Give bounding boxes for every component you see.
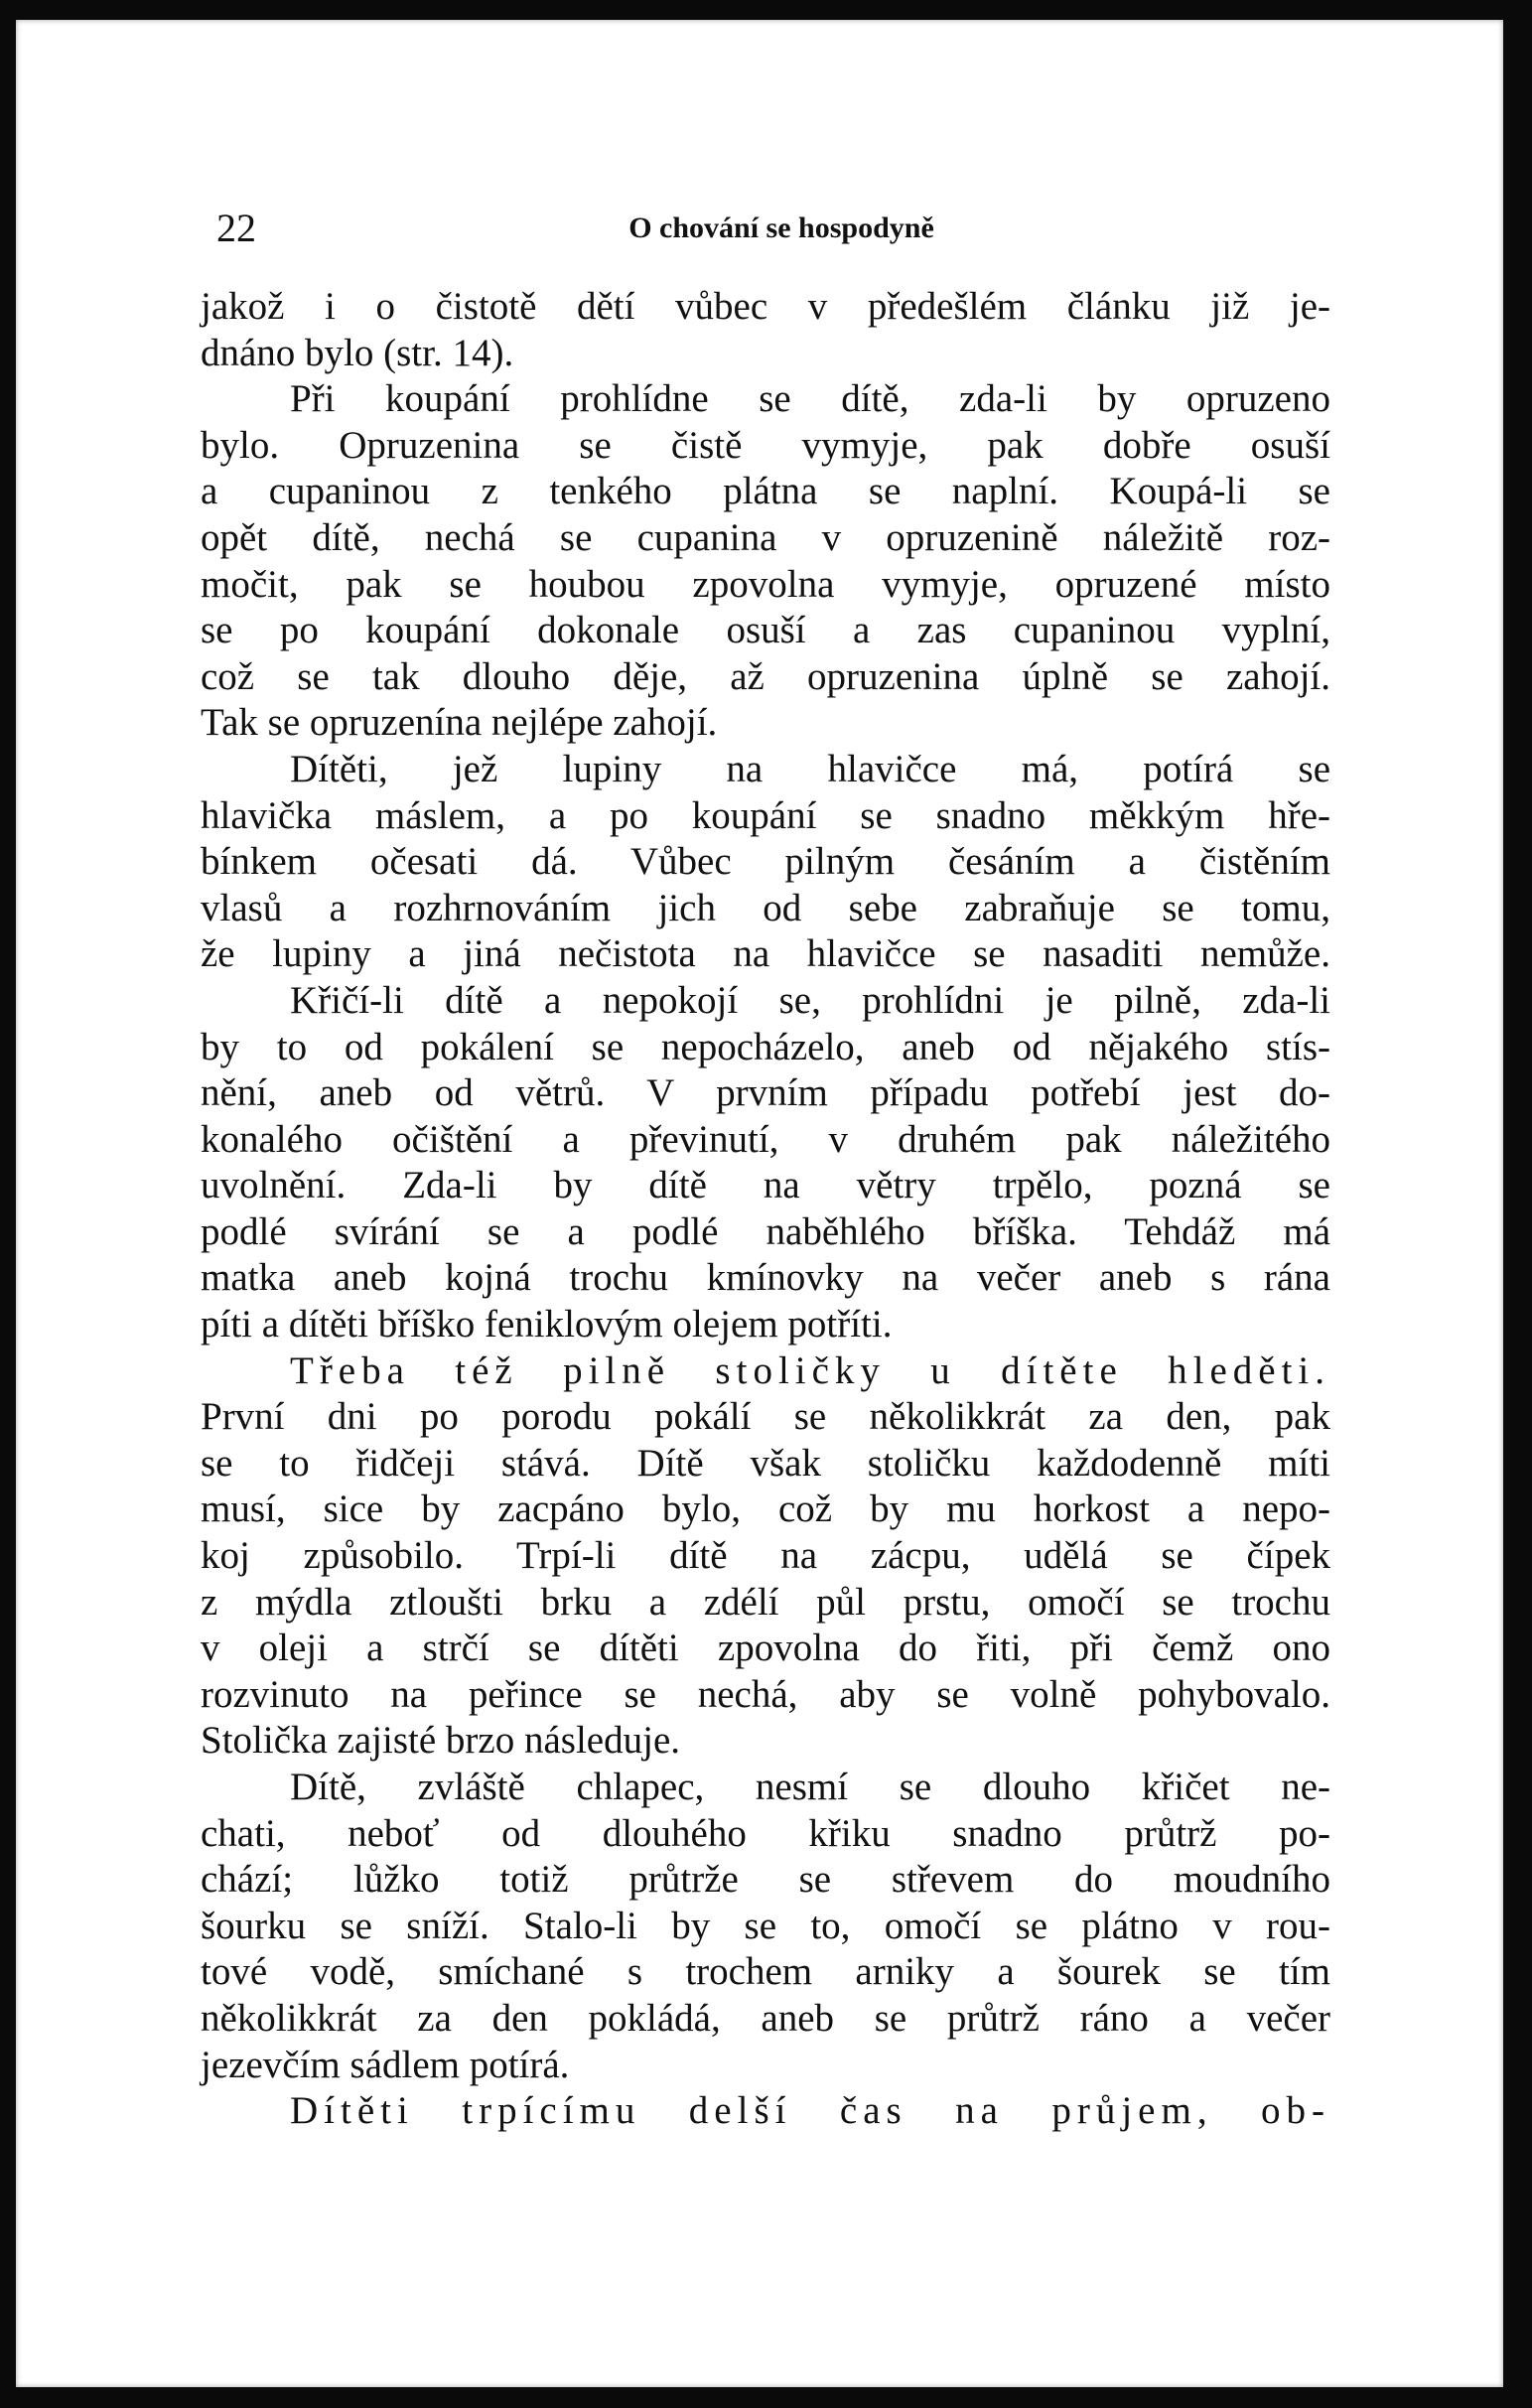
text-line: Dítěti trpícímu delší čas na průjem, ob- bbox=[290, 2089, 1330, 2133]
text-line: šourku se sníží. Stalo-li by se to, omočí se plátno v rou- bbox=[201, 1904, 1330, 1947]
text-line: rozvinuto na peřince se nechá, aby se volně pohybovalo. bbox=[201, 1672, 1330, 1716]
text-line: bínkem očesati dá. Vůbec pilným česáním a čistěním bbox=[201, 840, 1330, 884]
text-line: Dítě, zvláště chlapec, nesmí se dlouho křičet ne- bbox=[290, 1766, 1330, 1808]
text-line: podlé svírání se a podlé naběhlého bříška. Tehdáž má bbox=[201, 1209, 1330, 1253]
text-line: konalého očištění a převinutí, v druhém pak náležitého bbox=[201, 1117, 1330, 1161]
text-line: Křičí-li dítě a nepokojí se, prohlídni je pilně, zda-li bbox=[290, 978, 1330, 1022]
text-line: matka aneb kojná trochu kmínovky na večer aneb s rána bbox=[201, 1256, 1330, 1300]
text-line: a cupaninou z tenkého plátna se naplní. Koupá-li se bbox=[201, 470, 1330, 513]
text-line: jakož i o čistotě dětí vůbec v předešlém článku již je- bbox=[201, 285, 1330, 328]
body-text bbox=[201, 284, 1330, 2135]
text-line: tové vodě, smíchané s trochem arniky a šourek se tím bbox=[201, 1950, 1330, 1994]
text-line: jezevčím sádlem potírá. bbox=[201, 2043, 570, 2086]
text-line: První dni po porodu pokálí se několikkrát za den, pak bbox=[201, 1395, 1330, 1439]
text-line: což se tak dlouho děje, až opruzenina úplně se zahojí. bbox=[201, 654, 1330, 698]
running-head: O chování se hospodyně bbox=[628, 212, 934, 244]
text-line: Třeba též pilně stoličky u dítěte hleděti. bbox=[290, 1348, 1330, 1392]
text-line: koj způsobilo. Trpí-li dítě na zácpu, udělá se čípek bbox=[201, 1534, 1330, 1578]
text-line: že lupiny a jiná nečistota na hlavičce se nasaditi nemůže. bbox=[201, 932, 1330, 976]
text-line: chati, neboť od dlouhého křiku snadno průtrž po- bbox=[201, 1811, 1330, 1855]
text-line: se to řidčeji stává. Dítě však stoličku každodenně míti bbox=[201, 1441, 1330, 1485]
text-line: dnáno bylo (str. 14). bbox=[201, 331, 514, 374]
text-line: bylo. Opruzenina se čistě vymyje, pak dobře osuší bbox=[201, 423, 1330, 467]
text-line: Při koupání prohlídne se dítě, zda-li by opruzeno bbox=[290, 377, 1330, 421]
text-line: močit, pak se houbou zpovolna vymyje, opruzené místo bbox=[201, 562, 1330, 606]
text-line: musí, sice by zacpáno bylo, což by mu horkost a nepo- bbox=[201, 1487, 1330, 1531]
text-line: několikkrát za den pokládá, aneb se průtrž ráno a večer bbox=[201, 1996, 1330, 2040]
text-line: Stolička zajisté brzo následuje. bbox=[201, 1719, 681, 1763]
text-line: hlavička máslem, a po koupání se snadno měkkým hře- bbox=[201, 793, 1330, 837]
text-line: píti a dítěti bříško feniklovým olejem potříti. bbox=[201, 1303, 893, 1346]
text-line: Tak se opruzenína nejlépe zahojí. bbox=[201, 701, 718, 745]
text-line: vlasů a rozhrnováním jich od sebe zabraňuje se tomu, bbox=[201, 886, 1330, 929]
text-line: by to od pokálení se nepocházelo, aneb od nějakého stís- bbox=[201, 1025, 1330, 1068]
text-line: se po koupání dokonale osuší a zas cupaninou vyplní, bbox=[201, 609, 1330, 652]
text-line: Dítěti, jež lupiny na hlavičce má, potírá se bbox=[290, 747, 1330, 790]
text-line: chází; lůžko totiž průtrže se střevem do moudního bbox=[201, 1858, 1330, 1902]
text-line: opět dítě, nechá se cupanina v opruzenině náležitě roz- bbox=[201, 515, 1330, 559]
text-line: nění, aneb od větrů. V prvním případu potřebí jest do- bbox=[201, 1071, 1330, 1115]
text-line: z mýdla ztloušti brku a zdélí půl prstu, omočí se trochu bbox=[201, 1580, 1330, 1624]
page-number: 22 bbox=[216, 206, 256, 250]
page-header bbox=[216, 199, 1346, 258]
text-line: uvolnění. Zda-li by dítě na větry trpělo, pozná se bbox=[201, 1164, 1330, 1207]
text-line: v oleji a strčí se dítěti zpovolna do řiti, při čemž ono bbox=[201, 1627, 1330, 1670]
